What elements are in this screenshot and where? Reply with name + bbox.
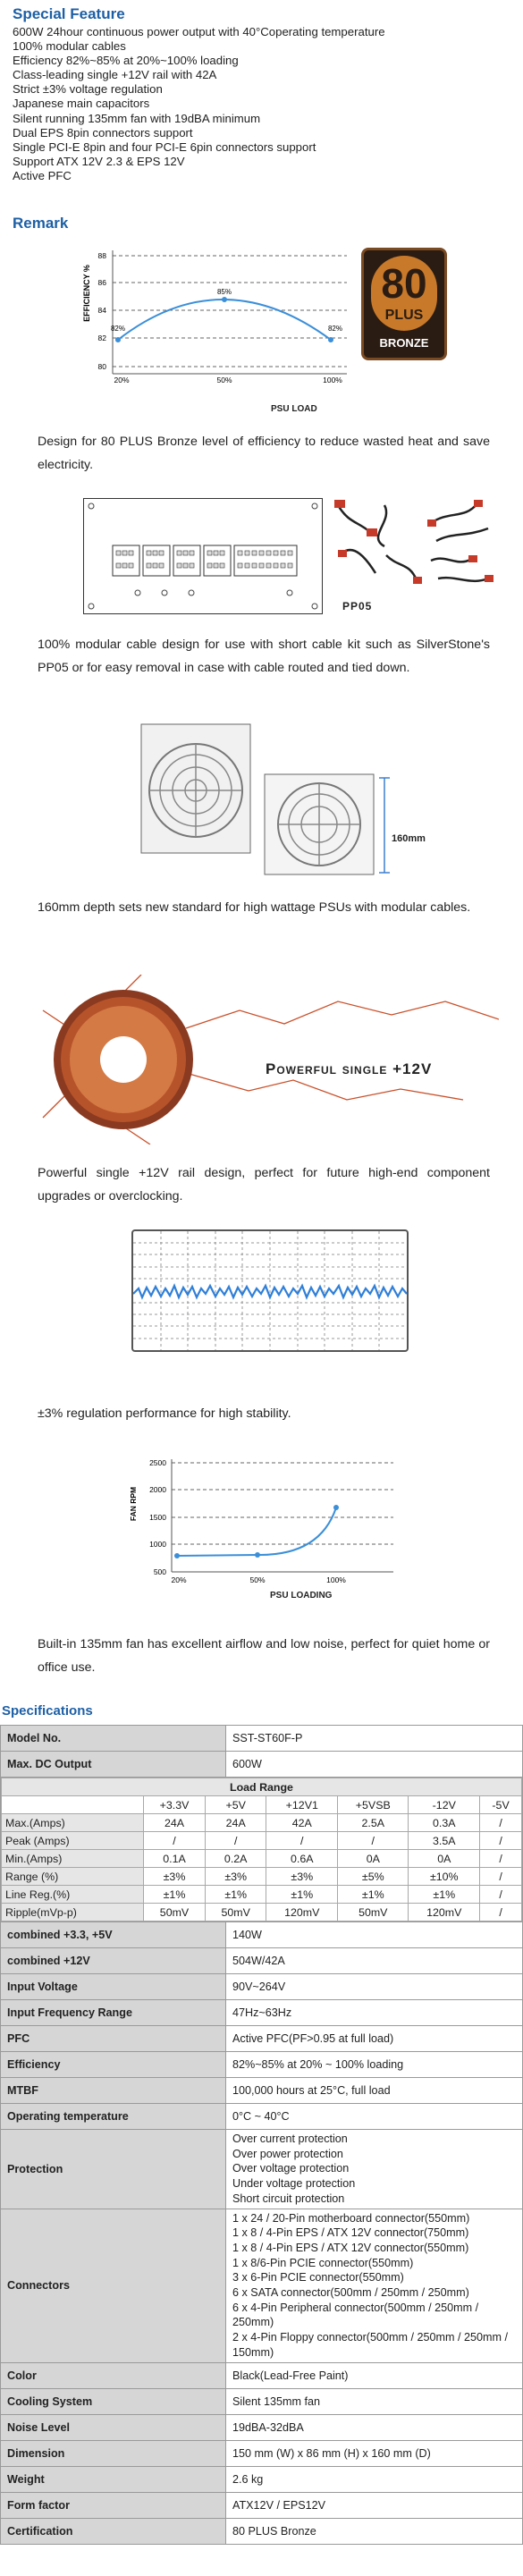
regulation-description: ±3% regulation performance for high stability. [38, 1406, 291, 1421]
spec-row [1, 2440, 523, 2466]
fan-ytick: 2000 [149, 1485, 166, 1494]
feature-item: Class-leading single +12V rail with 42A [13, 68, 217, 82]
feature-list [13, 25, 385, 183]
efficiency-point-label: 82% [110, 325, 126, 333]
feature-item: Dual EPS 8pin connectors support [13, 125, 193, 139]
efficiency-ylabel: EFFICIENCY % [82, 265, 91, 322]
connector-item: 2 x 4-Pin Floppy connector(500mm / 250mm / 250mm / 150mm) [232, 2331, 508, 2359]
feature-item: Silent running 135mm fan with 19dBA minimum [13, 111, 261, 125]
protection-item: Short circuit protection [232, 2192, 345, 2205]
load-range-cell: / [480, 1814, 522, 1832]
spec-value: 150 mm (W) x 86 mm (H) x 160 mm (D) [226, 2440, 523, 2466]
load-range-cell: ±3% [144, 1868, 206, 1886]
fan-xtick: 50% [249, 1575, 266, 1584]
connector-item: 1 x 8 / 4-Pin EPS / ATX 12V connector(750mm) [232, 2226, 469, 2240]
spec-row [1, 1922, 523, 1948]
load-range-row-label: Ripple(mVp-p) [2, 1904, 144, 1921]
spec-row-connectors [1, 2209, 523, 2362]
load-range-cell: 24A [144, 1814, 206, 1832]
spec-value: 0°C ~ 40°C [226, 2104, 523, 2130]
load-range-row-label: Peak (Amps) [2, 1832, 144, 1850]
spec-value: 2.6 kg [226, 2466, 523, 2492]
efficiency-ytick: 80 [97, 362, 106, 371]
spec-label: MTBF [1, 2078, 226, 2104]
spec-value: 100,000 hours at 25°C, full load [226, 2078, 523, 2104]
efficiency-xtick: 20% [114, 376, 130, 383]
load-range-row-label: Min.(Amps) [2, 1850, 144, 1868]
remark-heading: Remark [13, 215, 69, 232]
load-range-col: +5V [205, 1796, 266, 1814]
regulation-waveform [133, 1231, 407, 1350]
spec-value: Silent 135mm fan [226, 2388, 523, 2414]
feature-item: Active PFC [13, 168, 72, 182]
spec-row [1, 1948, 523, 1974]
spec-row [1, 2414, 523, 2440]
spec-label: Noise Level [1, 2414, 226, 2440]
load-range-cell: / [266, 1832, 338, 1850]
load-range-row-max [2, 1814, 522, 1832]
psu-depth-drawing [132, 722, 401, 883]
load-range-cell: 0.6A [266, 1850, 338, 1868]
efficiency-description: Design for 80 PLUS Bronze level of efficiency to reduce wasted heat and save electricity. [38, 435, 490, 472]
spec-label: Form factor [1, 2492, 226, 2518]
spec-value: 80 PLUS Bronze [226, 2518, 523, 2544]
efficiency-ytick: 84 [97, 306, 106, 315]
load-range-row-label: Max.(Amps) [2, 1814, 144, 1832]
specifications-heading: Specifications [2, 1703, 93, 1719]
spec-label: Protection [1, 2130, 226, 2209]
efficiency-xlabel: PSU LOAD [271, 404, 317, 414]
load-range-table [1, 1778, 522, 1921]
fan-ytick: 500 [153, 1567, 166, 1576]
feature-item: 600W 24hour continuous power output with 40°Coperating temperature [13, 25, 385, 38]
oscilloscope-display [131, 1229, 409, 1352]
spec-label: Operating temperature [1, 2104, 226, 2130]
load-range-cell: ±1% [409, 1886, 480, 1904]
badge-80: 80 [381, 260, 427, 307]
load-range-cell: ±5% [338, 1868, 409, 1886]
depth-label: 160mm [392, 833, 426, 844]
spec-value: Active PFC(PF>0.95 at full load) [226, 2026, 523, 2052]
spec-value: 140W [226, 1922, 523, 1948]
load-range-cell: 3.5A [409, 1832, 480, 1850]
efficiency-point [115, 337, 121, 342]
spec-value: 90V~264V [226, 1974, 523, 2000]
load-range-row-label: Range (%) [2, 1868, 144, 1886]
efficiency-ytick: 82 [97, 334, 106, 342]
spec-value: 47Hz~63Hz [226, 2000, 523, 2026]
load-range-cell: 2.5A [338, 1814, 409, 1832]
toroid-lightning-image [34, 975, 499, 1144]
load-range-cell: / [480, 1886, 522, 1904]
load-range-col: +3.3V [144, 1796, 206, 1814]
protection-item: Under voltage protection [232, 2177, 356, 2191]
efficiency-point [328, 337, 333, 342]
feature-item: 100% modular cables [13, 39, 126, 54]
fan-ylabel: FAN RPM [129, 1486, 138, 1522]
load-range-cell: ±10% [409, 1868, 480, 1886]
connector-item: 1 x 8 / 4-Pin EPS / ATX 12V connector(550mm) [232, 2241, 469, 2254]
depth-description: 160mm depth sets new standard for high wattage PSUs with modular cables. [38, 900, 471, 915]
spec-value: 504W/42A [226, 1948, 523, 1974]
80plus-bronze-logo [361, 248, 447, 360]
load-range-cell: / [480, 1832, 522, 1850]
fan-point [174, 1553, 180, 1558]
spec-label: Color [1, 2362, 226, 2388]
load-range-cell: / [480, 1904, 522, 1921]
efficiency-xtick: 100% [323, 376, 342, 383]
feature-item: Efficiency 82%~85% at 20%~100% loading [13, 54, 239, 68]
efficiency-ytick: 86 [97, 278, 106, 287]
load-range-col: +5VSB [338, 1796, 409, 1814]
spec-value: SST-ST60F-P [226, 1726, 523, 1752]
efficiency-point-label: 82% [327, 325, 343, 333]
connector-item: 1 x 24 / 20-Pin motherboard connector(550mm) [232, 2211, 470, 2225]
fan-curve [177, 1508, 336, 1556]
spec-label: combined +12V [1, 1948, 226, 1974]
load-range-cell: 24A [205, 1814, 266, 1832]
modular-cable-description: 100% modular cable design for use with short cable kit such as SilverStone's PP05 or for easy removal in case with cable routed and tied down. [38, 638, 490, 675]
spec-value: ATX12V / EPS12V [226, 2492, 523, 2518]
load-range-row-peak [2, 1832, 522, 1850]
feature-item: Support ATX 12V 2.3 & EPS 12V [13, 154, 185, 168]
load-range-cell: 0.3A [409, 1814, 480, 1832]
spec-row [1, 2518, 523, 2544]
efficiency-ytick: 88 [97, 251, 106, 260]
spec-label: Input Frequency Range [1, 2000, 226, 2026]
spec-label: Connectors [1, 2209, 226, 2362]
efficiency-point-label: 85% [216, 288, 232, 296]
efficiency-curve [118, 300, 331, 340]
load-range-col: +12V1 [266, 1796, 338, 1814]
spec-row [1, 1726, 523, 1752]
spec-label: Dimension [1, 2440, 226, 2466]
spec-row [1, 2492, 523, 2518]
load-range-row-linereg [2, 1886, 522, 1904]
badge-plus: PLUS [384, 308, 424, 323]
load-range-cell: 50mV [205, 1904, 266, 1921]
load-range-cell: ±1% [144, 1886, 206, 1904]
spec-label: Cooling System [1, 2388, 226, 2414]
efficiency-chart [79, 240, 356, 383]
modular-panel-drawing [83, 498, 323, 614]
spec-row [1, 2052, 523, 2078]
rail-banner: Powerful single +12V [266, 1060, 433, 1077]
load-range-cell: ±1% [266, 1886, 338, 1904]
load-range-row-ripple [2, 1904, 522, 1921]
feature-item: Japanese main capacitors [13, 97, 150, 111]
spec-row [1, 2388, 523, 2414]
spec-value: 82%~85% at 20% ~ 100% loading [226, 2052, 523, 2078]
load-range-cell: / [480, 1850, 522, 1868]
spec-row [1, 1974, 523, 2000]
load-range-cell: / [480, 1868, 522, 1886]
spec-row [1, 2000, 523, 2026]
load-range-cell: 42A [266, 1814, 338, 1832]
spec-label: PFC [1, 2026, 226, 2052]
pp05-label: PP05 [342, 600, 373, 612]
load-range-cell: 0.2A [205, 1850, 266, 1868]
spec-label: Efficiency [1, 2052, 226, 2078]
special-feature-heading: Special Feature [13, 5, 125, 22]
spec-label: Weight [1, 2466, 226, 2492]
fan-rpm-chart [125, 1456, 411, 1590]
efficiency-xtick: 50% [216, 376, 232, 383]
load-range-cell: ±1% [338, 1886, 409, 1904]
spec-row [1, 2466, 523, 2492]
spec-label: Certification [1, 2518, 226, 2544]
spec-row [1, 2362, 523, 2388]
spec-label: combined +3.3, +5V [1, 1922, 226, 1948]
fan-xtick: 100% [326, 1575, 346, 1584]
fan-description: Built-in 135mm fan has excellent airflow and low noise, perfect for quiet home or office use. [38, 1637, 490, 1675]
connector-item: 6 x 4-Pin Peripheral connector(500mm / 250mm / 250mm) [232, 2301, 479, 2329]
load-range-cell: ±3% [205, 1868, 266, 1886]
fan-point [255, 1552, 260, 1558]
fan-xtick: 20% [171, 1575, 187, 1584]
connector-item: 3 x 6-Pin PCIE connector(550mm) [232, 2271, 404, 2285]
protection-item: Over power protection [232, 2147, 343, 2160]
load-range-cell: 0.1A [144, 1850, 206, 1868]
spec-label: Input Voltage [1, 1974, 226, 2000]
spec-label: Model No. [1, 1726, 226, 1752]
load-range-row-range [2, 1868, 522, 1886]
load-range-cell: 120mV [409, 1904, 480, 1921]
spec-label: Max. DC Output [1, 1752, 226, 1778]
fan-ytick: 2500 [149, 1458, 166, 1467]
protection-item: Over current protection [232, 2133, 348, 2145]
load-range-row-min [2, 1850, 522, 1868]
load-range-cell: 50mV [338, 1904, 409, 1921]
specifications-table [0, 1725, 523, 2545]
load-range-col: -5V [480, 1796, 522, 1814]
fan-point [333, 1505, 339, 1510]
load-range-row-label: Line Reg.(%) [2, 1886, 144, 1904]
spec-row-protection [1, 2130, 523, 2209]
spec-row [1, 2078, 523, 2104]
connector-item: 6 x SATA connector(500mm / 250mm / 250mm) [232, 2286, 469, 2300]
fan-xlabel: PSU LOADING [270, 1591, 333, 1600]
load-range-cell: / [338, 1832, 409, 1850]
load-range-cell: 120mV [266, 1904, 338, 1921]
spec-row [1, 2026, 523, 2052]
spec-value: 19dBA-32dBA [226, 2414, 523, 2440]
load-range-cell: / [144, 1832, 206, 1850]
badge-bronze: BRONZE [379, 336, 429, 350]
spec-row [1, 2104, 523, 2130]
connector-item: 1 x 8/6-Pin PCIE connector(550mm) [232, 2256, 414, 2269]
load-range-cell: 50mV [144, 1904, 206, 1921]
spec-row [1, 1752, 523, 1778]
load-range-cell: ±3% [266, 1868, 338, 1886]
rail-description: Powerful single +12V rail design, perfect for future high-end component upgrades or overclocking. [38, 1166, 490, 1204]
efficiency-grid [110, 256, 347, 367]
connector-panel-illustration [84, 499, 322, 613]
load-range-row [1, 1778, 523, 1922]
load-range-cell: 0A [338, 1850, 409, 1868]
feature-item: Single PCI-E 8pin and four PCI-E 6pin connectors support [13, 139, 316, 154]
fan-ytick: 1000 [149, 1540, 166, 1549]
load-range-title: Load Range [2, 1778, 522, 1796]
spec-value: Black(Lead-Free Paint) [226, 2362, 523, 2388]
spec-value: 600W [226, 1752, 523, 1778]
protection-item: Over voltage protection [232, 2162, 350, 2175]
feature-item: Strict ±3% voltage regulation [13, 82, 163, 97]
load-range-cell: 0A [409, 1850, 480, 1868]
load-range-cell: ±1% [205, 1886, 266, 1904]
fan-ytick: 1500 [149, 1513, 166, 1522]
pp05-cable-kit-image [331, 496, 510, 595]
load-range-col: -12V [409, 1796, 480, 1814]
efficiency-point [222, 297, 227, 302]
load-range-cell: / [205, 1832, 266, 1850]
